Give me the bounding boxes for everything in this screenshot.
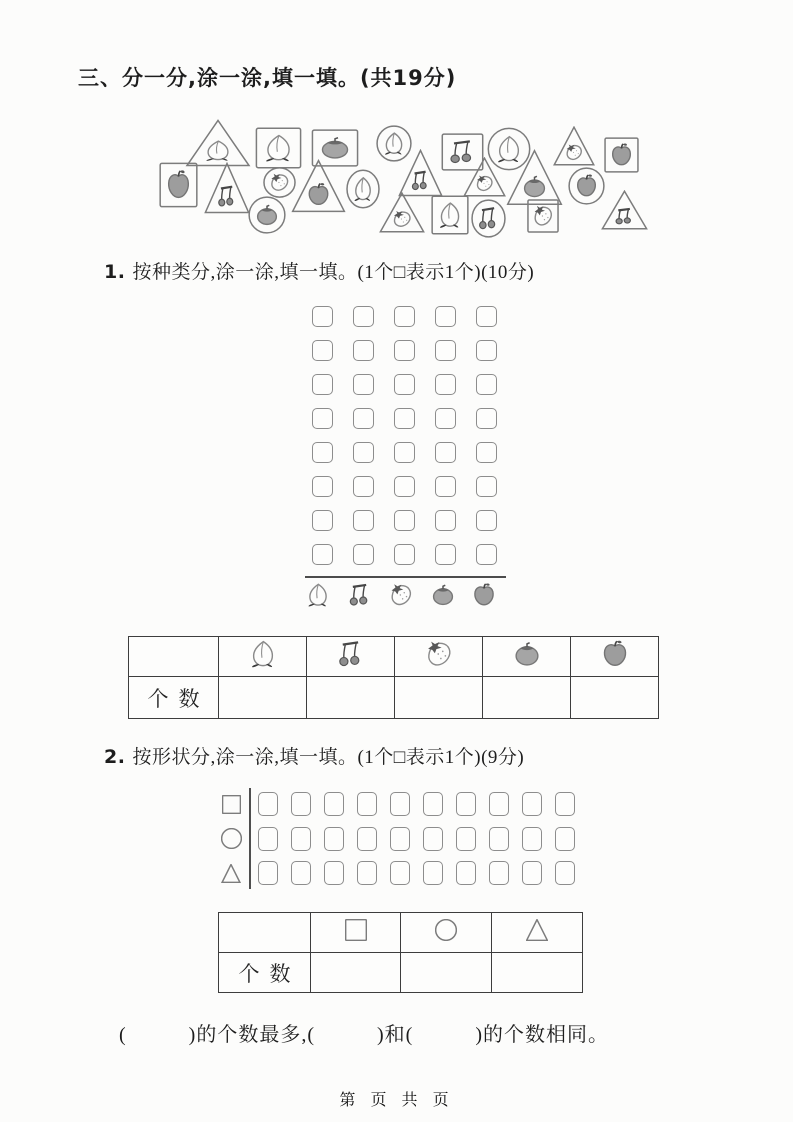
q2-tally-cell [489,861,509,885]
q2-tally-cell [522,861,542,885]
q2-tally-cell [390,861,410,885]
sentence-part: ( [119,1024,127,1046]
q2-tally-cell [258,861,278,885]
q2-tally-cell [291,827,311,851]
q2-tally-cell [555,827,575,851]
triangle-label-icon [220,864,242,883]
sentence-part: )的个数最多,( [188,1024,315,1046]
sentence-part: )的个数相同。 [475,1024,609,1046]
sentence-part: )和( [377,1024,414,1046]
circle-icon [435,919,457,941]
circle-label-icon [221,828,242,849]
q2-tally-cell [456,827,476,851]
count-row-label: 个数 [129,677,219,719]
q2-count-table [218,912,583,993]
q2-tally-cell [390,792,410,816]
q2-tally-cell [522,827,542,851]
fill-in-sentence [119,1018,609,1047]
q2-tally-cell [291,861,311,885]
q2-divider-line [249,788,251,889]
corner-cell [219,913,311,953]
q2-tally-cell [324,827,344,851]
square-icon [345,919,367,941]
q2-text: 按形状分,涂一涂,填一填。(1个□表示1个)(9分) [132,747,525,768]
header-cell-circle [401,913,492,953]
q1-number: 1. [104,261,126,283]
q2-tally-cell [357,792,377,816]
header-cell-triangle [492,913,583,953]
q2-tally-cell [522,792,542,816]
q2-tally-cell [258,827,278,851]
count-value-cell [311,953,401,993]
q2-tally-cell [423,827,443,851]
q2-tally-cell [357,827,377,851]
count-value-cell [492,953,583,993]
q2-tally-cell [423,861,443,885]
q2-tally-cell [324,792,344,816]
q2-tally-cell [456,792,476,816]
square-label-icon [222,795,241,814]
q2-number: 2. [104,746,126,768]
q1-text: 按种类分,涂一涂,填一填。(1个□表示1个)(10分) [132,262,535,283]
q2-tally-cell [456,861,476,885]
q2-tally-cell [555,792,575,816]
page-footer: 第 页 共 页 [339,1090,454,1109]
count-row-label: 个数 [219,953,311,993]
header-cell-square [311,913,401,953]
triangle-icon [526,919,548,941]
q2-tally-cell [489,827,509,851]
q2-tally-cell [357,861,377,885]
q2-tally-cell [555,861,575,885]
q2-tally-cell [291,792,311,816]
q2-tally-cell [390,827,410,851]
q2-tally-cell [423,792,443,816]
q2-tally-cell [258,792,278,816]
count-value-cell [401,953,492,993]
section-title: 三、分一分,涂一涂,填一填。(共19分) [78,66,457,90]
q2-tally-cell [489,792,509,816]
q2-tally-cell [324,861,344,885]
